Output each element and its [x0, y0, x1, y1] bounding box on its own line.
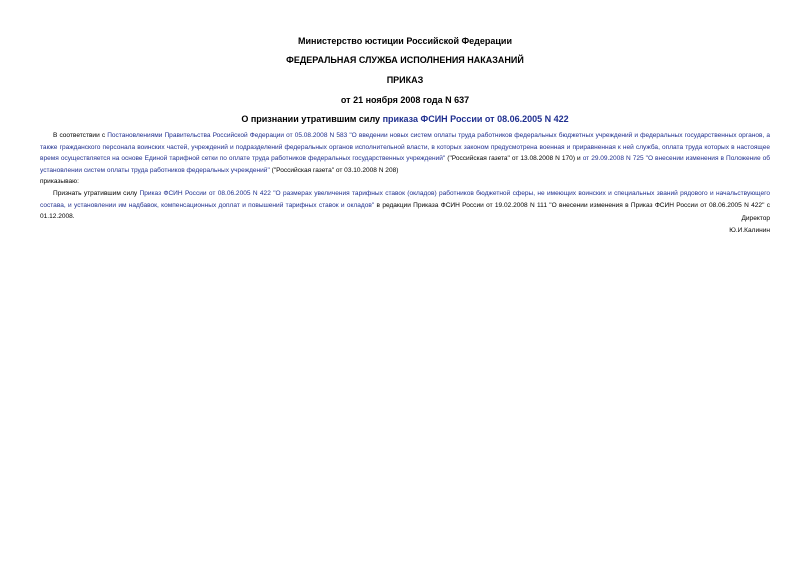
- p1-link-2[interactable]: от 29.09.2008 N 725 "О внесении изменения в Положение об установлении систем оплаты труда работников федеральных учреждений": [40, 155, 770, 174]
- signature-block: [729, 213, 770, 236]
- title-link[interactable]: приказа ФСИН России от 08.06.2005 N 422: [382, 114, 569, 124]
- date-number-heading: от 21 ноября 2008 года N 637: [340, 95, 470, 105]
- p1-text-2: ("Российская газета" от 13.08.2008 N 170) и: [445, 155, 583, 163]
- p2-link-1[interactable]: Приказ ФСИН России от 08.06.2005 N 422 "О размерах увеличения тарифных ставок (окладов) работников бюджетной сферы, не имеющих воинских и специальных званий рядового и начальствующего состава, и установлении им надбавок, компенсационных доплат и повышений тарифных ставок и окладов": [40, 189, 770, 209]
- signature-name: Ю.И.Калинин: [729, 226, 770, 234]
- order-word: приказываю:: [40, 178, 79, 186]
- p1-text-3: ("Российская газета" от 03.10.2008 N 208): [269, 166, 399, 174]
- p2-text-1: Признать утратившим силу: [53, 189, 140, 197]
- p1-link-1[interactable]: Постановлениями Правительства Российской Федерации от 05.08.2008 N 583 "О введении новых систем оплаты труда работников федеральных бюджетных учреждений и федеральных государственных органов, а также гражданского персонала воинских частей, учреждений и подразделений федеральных органов исполнительной власти, в которых законом предусмотрена военная и приравненная к ней служба, оплата труда которых в настоящее время осуществляется на основе Единой тарифной сетки по оплате труда работников федеральных государственных учреждений": [40, 132, 770, 163]
- service-heading: ФЕДЕРАЛЬНАЯ СЛУЖБА ИСПОЛНЕНИЯ НАКАЗАНИЙ: [286, 55, 524, 65]
- signature-position: Директор: [741, 215, 770, 222]
- doc-type-heading: ПРИКАЗ: [386, 75, 424, 85]
- paragraph-2: [40, 188, 770, 223]
- ministry-heading: Министерство юстиции Российской Федерации: [297, 36, 512, 46]
- p1-text-1: В соответствии с: [53, 132, 108, 139]
- p2-text-2: в редакции Приказа ФСИН России от 19.02.2008 N 111 "О внесении изменения в Приказ ФСИН России от 08.06.2005 N 422" с 01.12.2008.: [40, 201, 770, 221]
- document-title: [40, 114, 770, 125]
- title-prefix: О признании утратившим силу: [241, 114, 383, 124]
- document-body: [40, 130, 770, 223]
- paragraph-1: [40, 130, 770, 176]
